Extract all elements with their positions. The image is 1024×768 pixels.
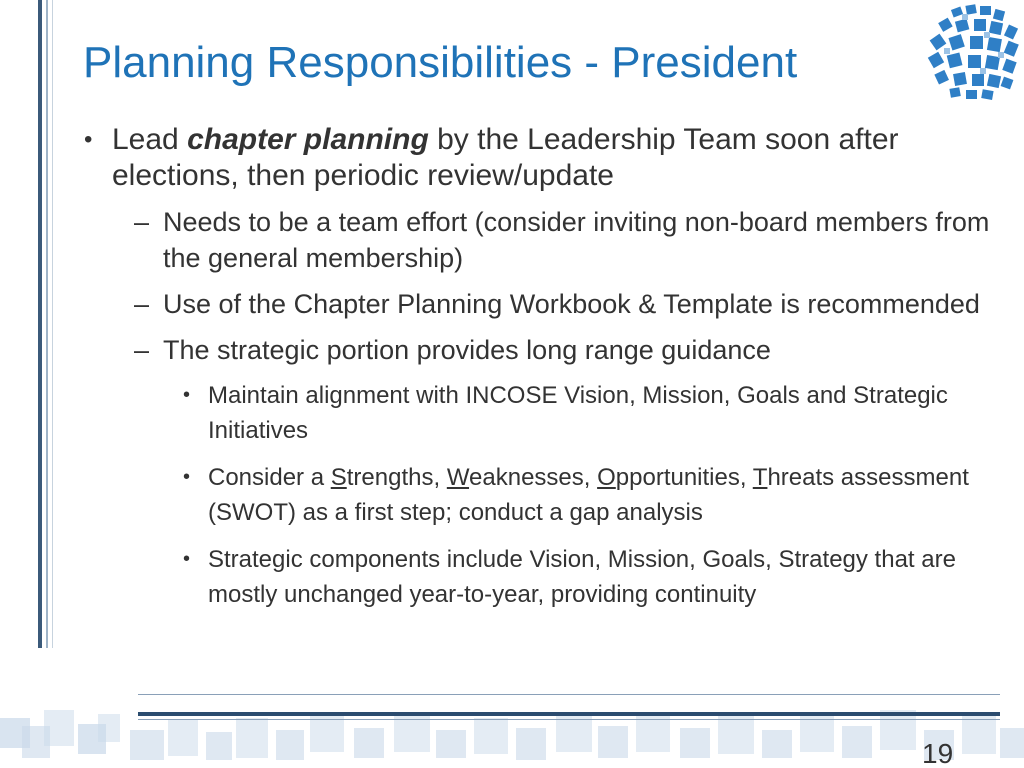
swot-text-2: trengths, bbox=[346, 464, 447, 491]
footer-divider-thick bbox=[138, 712, 1000, 716]
sub-subbullet-components bbox=[84, 542, 1004, 612]
left-accent-bar-tertiary bbox=[52, 0, 53, 648]
slide-title: Planning Responsibilities - President bbox=[83, 38, 798, 87]
swot-text-4: pportunities, bbox=[615, 464, 753, 491]
subbullet-strategic-portion bbox=[84, 332, 1004, 368]
sub-subbullet-text: Strategic components include Vision, Mission, Goals, Strategy that are mostly unchanged year-to-year, providing continuity bbox=[208, 546, 956, 608]
swot-text-3: eaknesses, bbox=[469, 464, 598, 491]
subbullet-text: Use of the Chapter Planning Workbook & Template is recommended bbox=[163, 289, 980, 319]
swot-letter-w: W bbox=[446, 464, 470, 491]
bullet-dot-icon: • bbox=[183, 384, 191, 406]
subbullet-workbook bbox=[84, 286, 1004, 322]
bullet-dot-icon: • bbox=[183, 548, 191, 570]
bullet-dash-icon: – bbox=[134, 335, 150, 365]
bullet-text-emphasis: chapter planning bbox=[187, 123, 429, 156]
footer-divider-thin bbox=[138, 694, 1000, 695]
page-number: 19 bbox=[922, 738, 954, 768]
left-accent-bar bbox=[38, 0, 42, 648]
globe-logo-icon bbox=[922, 2, 1022, 104]
sub-subbullet-swot bbox=[84, 460, 1004, 530]
swot-letter-o: O bbox=[597, 464, 616, 491]
bullet-text-pre: Lead bbox=[112, 123, 188, 156]
sub-subbullet-text: Maintain alignment with INCOSE Vision, Mission, Goals and Strategic Initiatives bbox=[208, 382, 948, 444]
bullet-dash-icon: – bbox=[134, 207, 150, 237]
bullet-text-post: by the Leadership Team soon after elections, then periodic review/update bbox=[112, 123, 899, 192]
footer-divider-thin-lower bbox=[138, 719, 1000, 720]
bullet-dot-icon: • bbox=[183, 466, 191, 488]
footer-tile-pattern bbox=[0, 700, 1024, 768]
swot-text-1: Consider a bbox=[208, 464, 331, 491]
swot-letter-t: T bbox=[752, 464, 768, 491]
subbullet-team-effort bbox=[84, 204, 1004, 276]
slide-content bbox=[84, 122, 1004, 624]
bullet-lead-chapter-planning bbox=[84, 122, 1004, 194]
subbullet-text: The strategic portion provides long range guidance bbox=[163, 335, 771, 365]
swot-text-5: hreats assessment (SWOT) as a first step; conduct a gap analysis bbox=[208, 464, 969, 526]
bullet-dash-icon: – bbox=[134, 289, 150, 319]
swot-letter-s: S bbox=[330, 464, 347, 491]
left-accent-bar-secondary bbox=[46, 0, 48, 648]
sub-subbullet-alignment bbox=[84, 378, 1004, 448]
bullet-dot-icon: • bbox=[84, 126, 93, 153]
subbullet-text: Needs to be a team effort (consider inviting non-board members from the general membership) bbox=[163, 207, 990, 273]
